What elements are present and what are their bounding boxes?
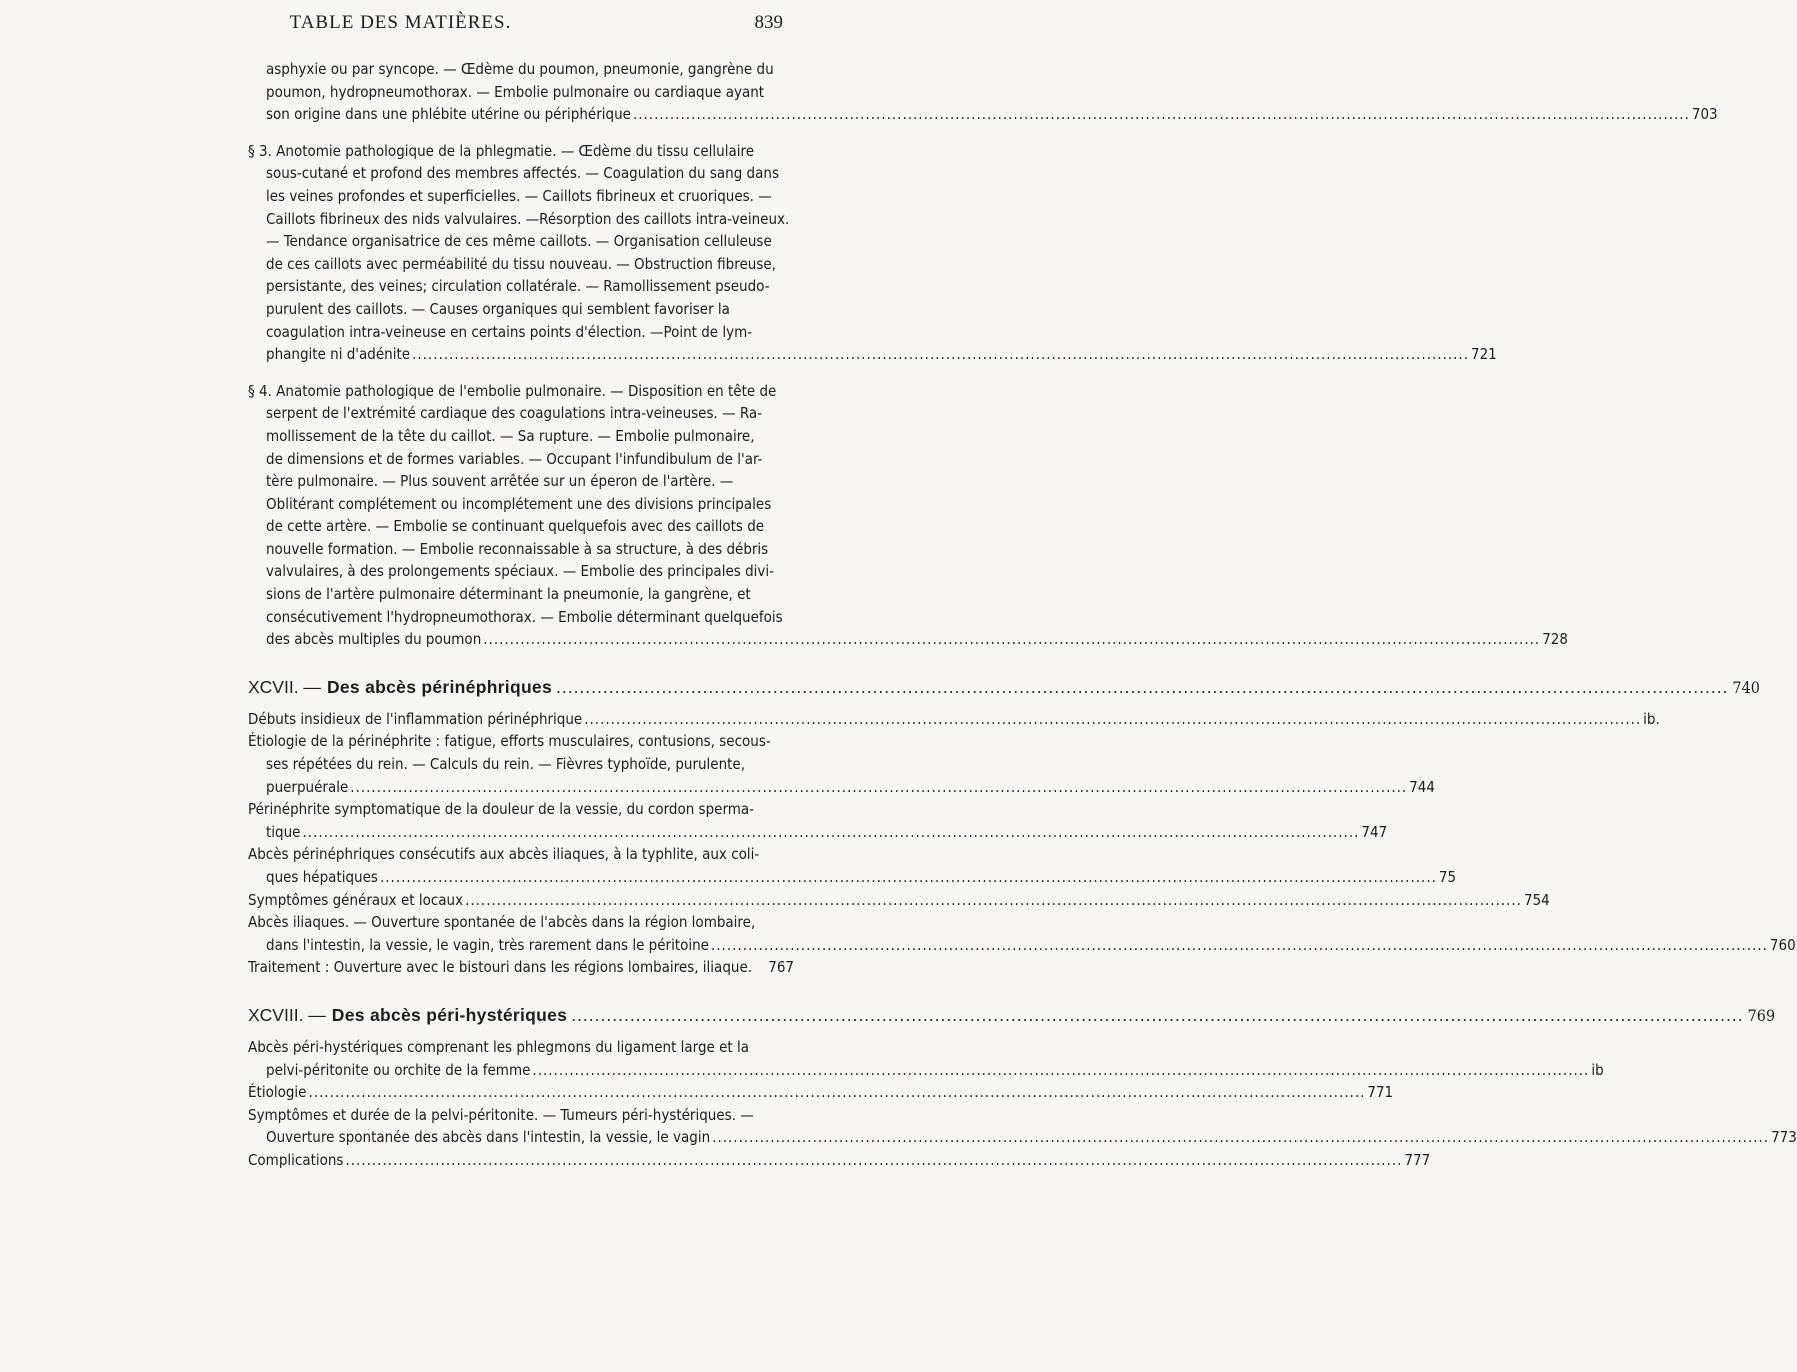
entry-line: ses répétées du rein. — Calculs du rein. — Fièvres typhoïde, purulente, bbox=[266, 755, 746, 774]
entry-last-line bbox=[248, 103, 1718, 126]
entry-text: dans l'intestin, la vessie, le vagin, très rarement dans le péritoine bbox=[266, 935, 709, 954]
entry-last-line bbox=[248, 343, 1497, 366]
entry-page-number: 721 bbox=[1471, 345, 1497, 364]
entry-page-number: 771 bbox=[1367, 1083, 1394, 1102]
chapter-page-number: 740 bbox=[1732, 677, 1760, 697]
entry-page-number: ib. bbox=[1643, 709, 1660, 728]
entry-text: phangite ni d'adénite bbox=[266, 345, 411, 364]
entry-text: Débuts insidieux de l'inflammation périnéphrique bbox=[248, 709, 583, 728]
entry-line: de ces caillots avec perméabilité du tissu nouveau. — Obstruction fibreuse, bbox=[266, 254, 776, 273]
entry-last-line bbox=[248, 708, 1660, 731]
entry-line: Symptômes et durée de la pelvi-péritonite. — Tumeurs péri-hystériques. — bbox=[248, 1105, 754, 1124]
entry-last-line bbox=[248, 1149, 1431, 1172]
chapter-title: Des abcès péri-hystériques bbox=[331, 1004, 568, 1025]
dot-leader: ........................................................................................................................................................................................................ bbox=[412, 345, 1469, 364]
entry-last-line bbox=[248, 889, 1550, 912]
entry-line: Caillots fibrineux des nids valvulaires. —Résorption des caillots intra-veineux. bbox=[266, 209, 790, 228]
dot-leader: ........................................................................................................................................................................................................ bbox=[571, 1004, 1744, 1025]
entry-text: puerpuérale bbox=[266, 777, 349, 796]
toc-subentry bbox=[248, 798, 1388, 843]
entry-line: — Tendance organisatrice de ces même caillots. — Organisation celluleuse bbox=[266, 232, 772, 251]
entry-line: mollissement de la tête du caillot. — Sa rupture. — Embolie pulmonaire, bbox=[266, 426, 755, 445]
entry-line: Abcès péri-hystériques comprenant les phlegmons du ligament large et la bbox=[248, 1037, 750, 1056]
entry-page-number: 744 bbox=[1409, 777, 1435, 796]
entry-line: Abcès périnéphriques consécutifs aux abcès iliaques, à la typhlite, aux coli- bbox=[248, 845, 760, 864]
entry-line: poumon, hydropneumothorax. — Embolie pulmonaire ou cardiaque ayant bbox=[266, 82, 765, 101]
toc-entry-section-4 bbox=[248, 380, 1568, 651]
entry-line: de dimensions et de formes variables. — Occupant l'infundibulum de l'ar- bbox=[266, 449, 763, 468]
page-number: 839 bbox=[754, 12, 783, 33]
entry-line: Étiologie de la périnéphrite : fatigue, efforts musculaires, contusions, secous- bbox=[248, 732, 771, 751]
chapter-heading bbox=[248, 1003, 1776, 1028]
toc-subentry bbox=[248, 956, 794, 979]
entry-line: Périnéphrite symptomatique de la douleur de la vessie, du cordon sperma- bbox=[248, 800, 755, 819]
entry-line: sions de l'artère pulmonaire déterminant la pneumonie, la gangrène, et bbox=[266, 585, 751, 604]
toc-subentry bbox=[248, 911, 1796, 956]
entry-line: tère pulmonaire. — Plus souvent arrêtée sur un éperon de l'artère. — bbox=[266, 472, 734, 491]
toc-subentry bbox=[248, 1104, 1797, 1149]
entry-page-number: ib bbox=[1591, 1060, 1604, 1079]
dot-leader: ........................................................................................................................................................................................................ bbox=[302, 822, 1360, 841]
entry-line: nouvelle formation. — Embolie reconnaissable à sa structure, à des débris bbox=[266, 539, 769, 558]
entry-page-number: 767 bbox=[768, 958, 794, 977]
chapter-number: XCVIII. — bbox=[248, 1004, 326, 1025]
entry-line: § 3. Anotomie pathologique de la phlegmatie. — Œdème du tissu cellulaire bbox=[248, 141, 755, 160]
toc-entry-intro bbox=[248, 58, 1718, 126]
entry-last-line bbox=[248, 628, 1568, 651]
entry-line: valvulaires, à des prolongements spéciaux. — Embolie des principales divi- bbox=[266, 562, 774, 581]
toc-subentry bbox=[248, 843, 1457, 888]
entry-line: purulent des caillots. — Causes organiques qui semblent favoriser la bbox=[266, 299, 730, 318]
dot-leader: ........................................................................................................................................................................................................ bbox=[632, 105, 1690, 124]
entry-page-number: 754 bbox=[1524, 890, 1550, 909]
entry-line: les veines profondes et superficielles. — Caillots fibrineux et cruoriques. — bbox=[266, 186, 772, 205]
chapter-page-number: 769 bbox=[1747, 1005, 1776, 1025]
toc-subentry bbox=[248, 1036, 1604, 1081]
entry-page-number: 728 bbox=[1542, 630, 1568, 649]
entry-line: persistante, des veines; circulation collatérale. — Ramollissement pseudo- bbox=[266, 277, 770, 296]
dot-leader: ........................................................................................................................................................................................................ bbox=[308, 1083, 1366, 1102]
entry-last-line bbox=[248, 1081, 1394, 1104]
entry-text: Traitement : Ouverture avec le bistouri dans les régions lombaires, iliaque. bbox=[248, 958, 753, 977]
dot-leader: ........................................................................................................................................................................................................ bbox=[379, 868, 1437, 886]
dot-leader: ........................................................................................................................................................................................................ bbox=[345, 1150, 1403, 1169]
entry-line: Oblitérant complétement ou incomplétement une des divisions principales bbox=[266, 494, 772, 513]
entry-last-line bbox=[248, 821, 1388, 844]
running-header bbox=[0, 10, 801, 42]
entry-text: Ouverture spontanée des abcès dans l'intestin, la vessie, le vagin bbox=[266, 1128, 711, 1147]
toc-subentry bbox=[248, 730, 1435, 798]
entry-line: de cette artère. — Embolie se continuant quelquefois avec des caillots de bbox=[266, 517, 765, 536]
entry-text: des abcès multiples du poumon bbox=[266, 630, 482, 649]
dot-leader: ........................................................................................................................................................................................................ bbox=[465, 890, 1522, 909]
toc-subentry bbox=[248, 1149, 1431, 1172]
entry-line: coagulation intra-veineuse en certains points d'élection. —Point de lym- bbox=[266, 322, 753, 341]
toc-subentry bbox=[248, 1081, 1394, 1104]
entry-last-line bbox=[248, 956, 794, 979]
entry-page-number: 777 bbox=[1404, 1150, 1431, 1169]
dot-leader: ........................................................................................................................................................................................................ bbox=[584, 709, 1642, 728]
table-of-contents bbox=[248, 58, 1797, 1172]
entry-text: Symptômes généraux et locaux bbox=[248, 890, 464, 909]
entry-last-line bbox=[248, 776, 1435, 799]
dot-leader: ........................................................................................................................................................................................................ bbox=[556, 676, 1729, 697]
entry-text: son origine dans une phlébite utérine ou périphérique bbox=[266, 105, 631, 124]
entry-last-line bbox=[248, 934, 1796, 957]
entry-page-number: 773 bbox=[1771, 1128, 1797, 1147]
entry-text: ques hépatiques bbox=[266, 868, 378, 886]
entry-text: tique bbox=[266, 822, 301, 841]
toc-subentry bbox=[248, 708, 1660, 731]
entry-text: Étiologie bbox=[248, 1083, 307, 1102]
entry-page-number: 747 bbox=[1361, 822, 1388, 841]
chapter-xcvii bbox=[248, 675, 1796, 979]
dot-leader: ........................................................................................................................................................................................................ bbox=[532, 1060, 1590, 1079]
entry-line: asphyxie ou par syncope. — Œdème du poumon, pneumonie, gangrène du bbox=[266, 60, 774, 78]
chapter-heading bbox=[248, 675, 1760, 700]
entry-line: sous-cutané et profond des membres affectés. — Coagulation du sang dans bbox=[266, 164, 779, 183]
chapter-title: Des abcès périnéphriques bbox=[326, 676, 552, 697]
entry-last-line bbox=[248, 866, 1457, 889]
chapter-number: XCVII. — bbox=[248, 676, 321, 697]
entry-page-number: 703 bbox=[1691, 105, 1718, 124]
entry-page-number: 75 bbox=[1438, 868, 1457, 886]
entry-text: pelvi-péritonite ou orchite de la femme bbox=[266, 1060, 531, 1079]
entry-last-line bbox=[248, 1059, 1604, 1082]
entry-line: consécutivement l'hydropneumothorax. — Embolie déterminant quelquefois bbox=[266, 607, 783, 626]
dot-leader: ........................................................................................................................................................................................................ bbox=[350, 777, 1408, 796]
entry-line: Abcès iliaques. — Ouverture spontanée de l'abcès dans la région lombaire, bbox=[248, 913, 756, 932]
header-title: TABLE DES MATIÈRES. bbox=[289, 12, 512, 33]
toc-entry-section-3 bbox=[248, 140, 1497, 366]
entry-line: serpent de l'extrémité cardiaque des coagulations intra-veineuses. — Ra- bbox=[266, 404, 763, 423]
entry-text: Complications bbox=[248, 1150, 344, 1169]
entry-line: § 4. Anatomie pathologique de l'embolie pulmonaire. — Disposition en tête de bbox=[248, 381, 777, 400]
chapter-xcviii bbox=[248, 1003, 1797, 1172]
dot-leader: ........................................................................................................................................................................................................ bbox=[483, 630, 1541, 649]
entry-page-number: 760 bbox=[1769, 935, 1796, 954]
entry-last-line bbox=[248, 1126, 1797, 1149]
dot-leader: ........................................................................................................................................................................................................ bbox=[710, 935, 1768, 954]
toc-subentry bbox=[248, 889, 1550, 912]
dot-leader: ........................................................................................................................................................................................................ bbox=[712, 1128, 1770, 1147]
